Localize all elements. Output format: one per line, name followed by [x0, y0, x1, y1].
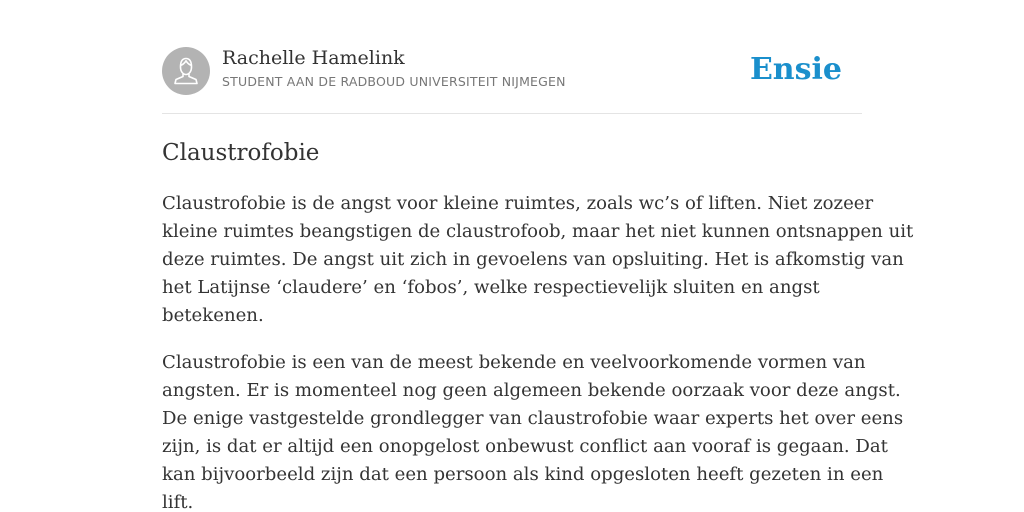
article-paragraph [162, 349, 904, 512]
user-avatar-icon[interactable] [162, 47, 210, 95]
paragraph-line: kleine ruimtes beangstigen de claustrofoob, maar het niet kunnen ontsnappen uit [162, 221, 914, 242]
paragraph-line: De enige vastgestelde grondlegger van claustrofobie waar experts het over eens [162, 408, 904, 429]
ensie-logo[interactable]: Ensie [749, 52, 842, 87]
author-role: STUDENT AAN DE RADBOUD UNIVERSITEIT NIJMEGEN [222, 74, 566, 89]
paragraph-line: het Latijnse ‘claudere’ en ‘fobos’, welke respectievelijk sluiten en angst [162, 277, 820, 298]
paragraph-line: betekenen. [162, 305, 264, 326]
paragraph-line: deze ruimtes. De angst uit zich in gevoelens van opsluiting. Het is afkomstig van [162, 249, 904, 270]
article-paragraph [162, 190, 914, 330]
paragraph-line: angsten. Er is momenteel nog geen algemeen bekende oorzaak voor deze angst. [162, 380, 901, 401]
article-body [162, 190, 914, 512]
header-divider [162, 113, 862, 114]
paragraph-line: zijn, is dat er altijd een onopgelost onbewust conflict aan vooraf is gegaan. Dat [162, 436, 888, 457]
author-header [162, 46, 862, 96]
paragraph-line: kan bijvoorbeeld zijn dat een persoon als kind opgesloten heeft gezeten in een [162, 464, 884, 485]
article-title: Claustrofobie [162, 140, 320, 166]
paragraph-line: lift. [162, 492, 194, 512]
paragraph-line: Claustrofobie is de angst voor kleine ruimtes, zoals wc’s of liften. Niet zozeer [162, 193, 874, 214]
paragraph-line: Claustrofobie is een van de meest bekende en veelvoorkomende vormen van [162, 352, 866, 373]
author-name[interactable]: Rachelle Hamelink [222, 47, 405, 69]
